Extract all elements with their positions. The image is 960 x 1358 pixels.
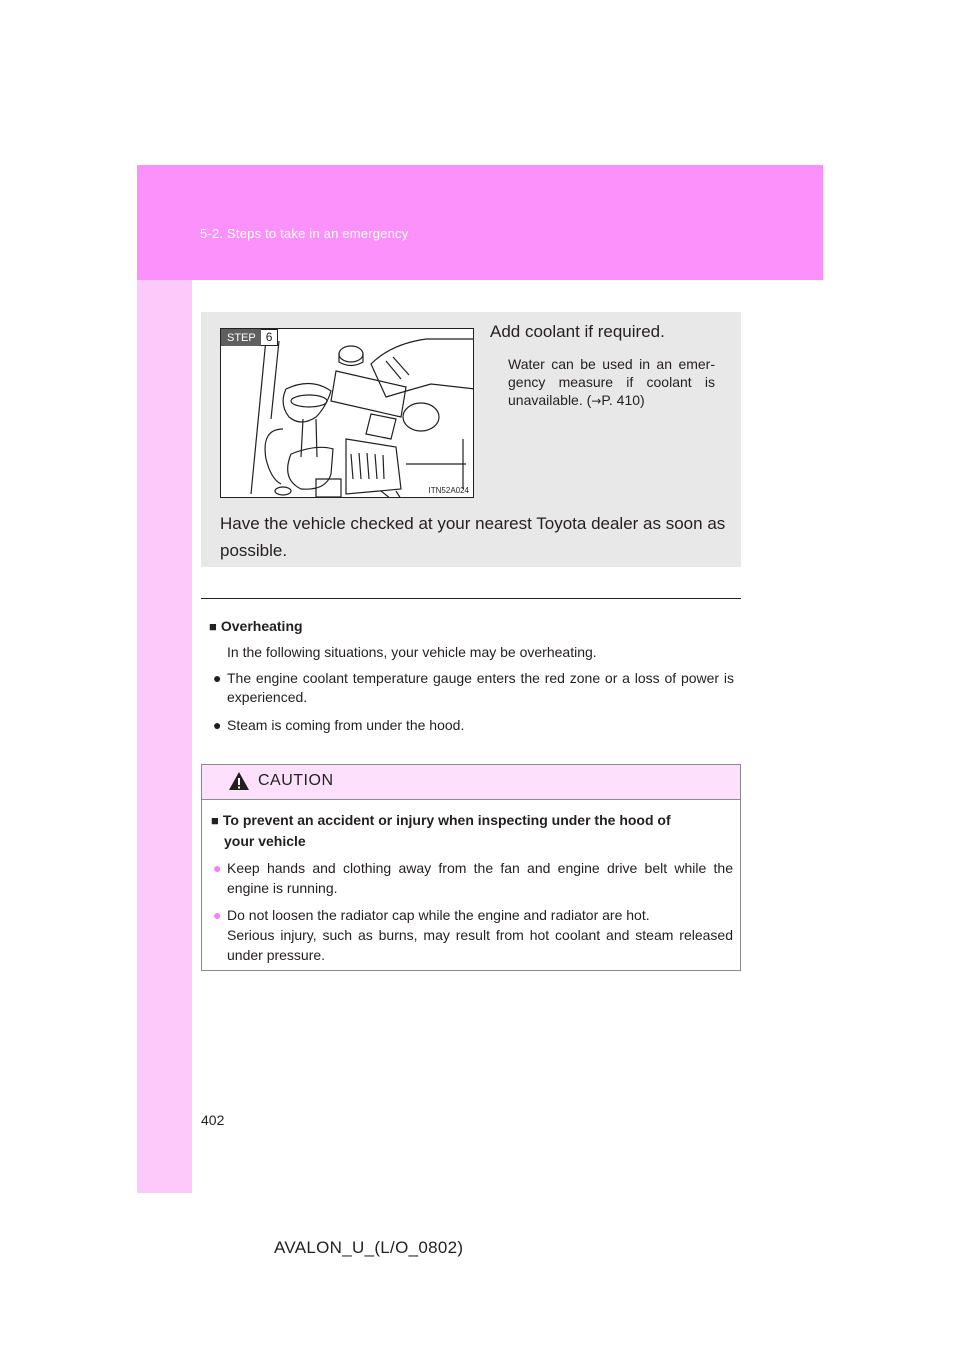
list-item-text: Steam is coming from under the hood. (227, 717, 465, 733)
footer-code: AVALON_U_(L/O_0802) (274, 1238, 464, 1257)
circle-bullet-icon: ● (213, 907, 222, 923)
coolant-illustration (220, 328, 474, 498)
caution-title (211, 810, 733, 851)
caution-label: CAUTION (258, 772, 334, 789)
caution-header (202, 765, 740, 800)
arrow-icon: → (591, 394, 602, 408)
page-side-strip (137, 165, 192, 1193)
info-title (209, 618, 734, 634)
step-heading: Add coolant if required. (490, 322, 665, 341)
list-item (211, 905, 733, 965)
step-note-ref: P. 410) (601, 392, 645, 408)
caution-text-line: Do not loosen the radiator cap while the engine and radiator are hot. (227, 907, 650, 923)
list-item (211, 858, 733, 898)
step-number: 6 (261, 329, 279, 346)
step-note (508, 355, 715, 410)
list-item (209, 669, 734, 707)
square-bullet-icon: ■ (211, 813, 219, 828)
info-intro: In the following situations, your vehicle may be overheating. (227, 644, 597, 660)
illustration-code: ITN52A024 (428, 486, 469, 495)
overheating-info (209, 618, 734, 735)
caution-text-line: Serious injury, such as burns, may result from hot coolant and steam released under pressure. (227, 927, 733, 963)
list-item-text (227, 905, 733, 965)
caution-title-line1: To prevent an accident or injury when inspecting under the hood of (222, 812, 671, 828)
warning-triangle-icon (228, 771, 250, 791)
header-band (137, 165, 823, 280)
caution-box (201, 764, 741, 971)
step-footer: Have the vehicle checked at your nearest Toyota dealer as soon as possible. (220, 514, 726, 560)
list-item-text: Keep hands and clothing away from the fan and engine drive belt while the engine is running. (227, 860, 733, 896)
circle-bullet-icon: ● (213, 670, 222, 686)
section-title: 5-2. Steps to take in an emergency (200, 226, 409, 241)
circle-bullet-icon: ● (213, 717, 222, 733)
divider (201, 598, 741, 599)
info-title-text: Overheating (220, 618, 303, 634)
step-badge-label: STEP (221, 329, 261, 346)
circle-bullet-icon: ● (213, 860, 222, 876)
engine-bay-drawing (221, 329, 474, 498)
caution-body (202, 800, 740, 965)
page-number: 402 (201, 1112, 225, 1128)
caution-title-line2: your vehicle (224, 833, 306, 849)
list-item (209, 716, 734, 735)
step-badge (221, 329, 278, 346)
list-item-text: The engine coolant temperature gauge enters the red zone or a loss of power is experienced. (227, 670, 734, 705)
square-bullet-icon: ■ (209, 619, 217, 634)
step-note-text: Water can be used in an emer-gency measure if coolant is unavailable. ( (508, 356, 715, 408)
